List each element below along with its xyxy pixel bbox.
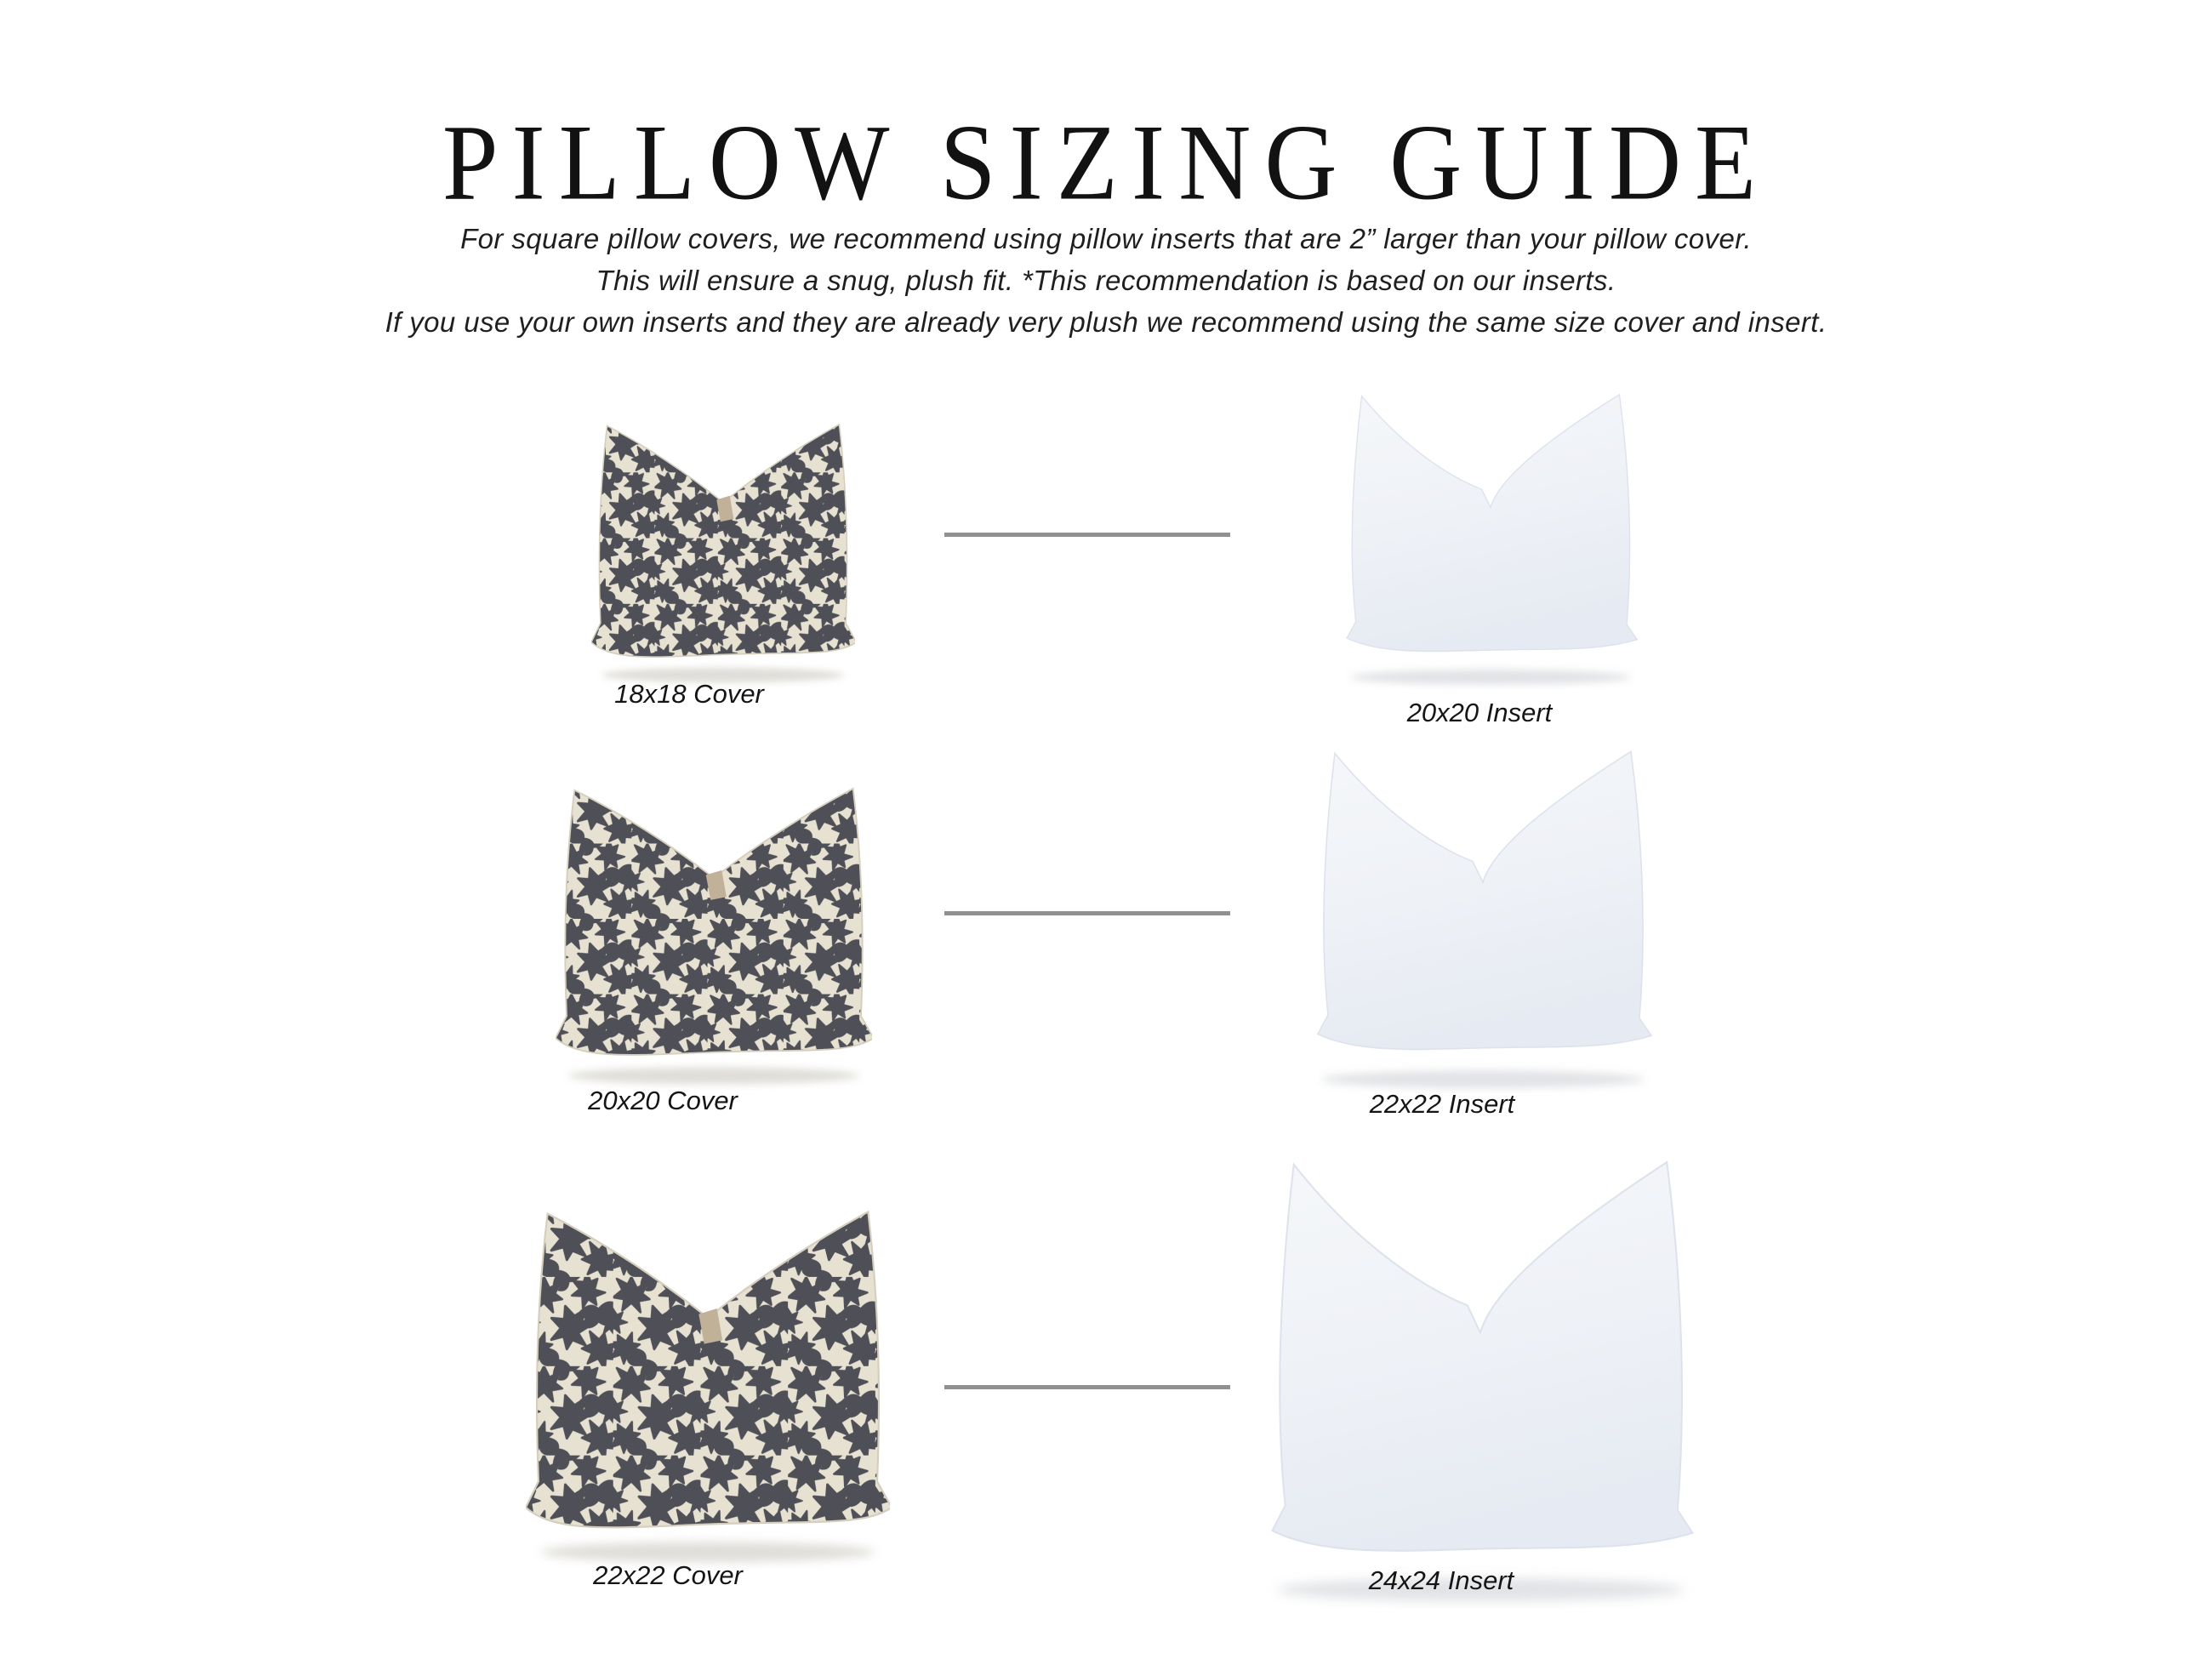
cover-label: 20x20 Cover: [588, 1086, 738, 1115]
cover-pillow-18x18-image: [591, 407, 855, 687]
insert-pillow-24x24-image: [1266, 1142, 1695, 1608]
intro-line-1: For square pillow covers, we recommend using pillow inserts that are 2” larger than your pillow cover.: [460, 223, 1752, 254]
intro-line-3: If you use your own inserts and they are already very plush we recommend using the same size cover and insert.: [385, 306, 1827, 338]
cover-label: 18x18 Cover: [614, 679, 764, 709]
connector-line-row3: [944, 1385, 1230, 1389]
insert-pillow-22x22-image: [1313, 736, 1653, 1093]
page-title: PILLOW SIZING GUIDE: [442, 102, 1770, 223]
cover-pillow-20x20-image: [556, 768, 872, 1090]
cover-label: 22x22 Cover: [593, 1560, 743, 1590]
connector-line-row2: [944, 911, 1230, 915]
insert-label: 24x24 Insert: [1368, 1565, 1514, 1595]
intro-line-2: This will ensure a snug, plush fit. *This recommendation is based on our inserts.: [596, 265, 1616, 296]
insert-label: 22x22 Insert: [1369, 1089, 1515, 1119]
cover-pillow-22x22-image: [526, 1188, 890, 1569]
intro-text: [0, 218, 2212, 343]
connector-line-row1: [944, 533, 1230, 537]
insert-label: 20x20 Insert: [1406, 698, 1553, 727]
insert-pillow-20x20-image: [1343, 381, 1639, 689]
